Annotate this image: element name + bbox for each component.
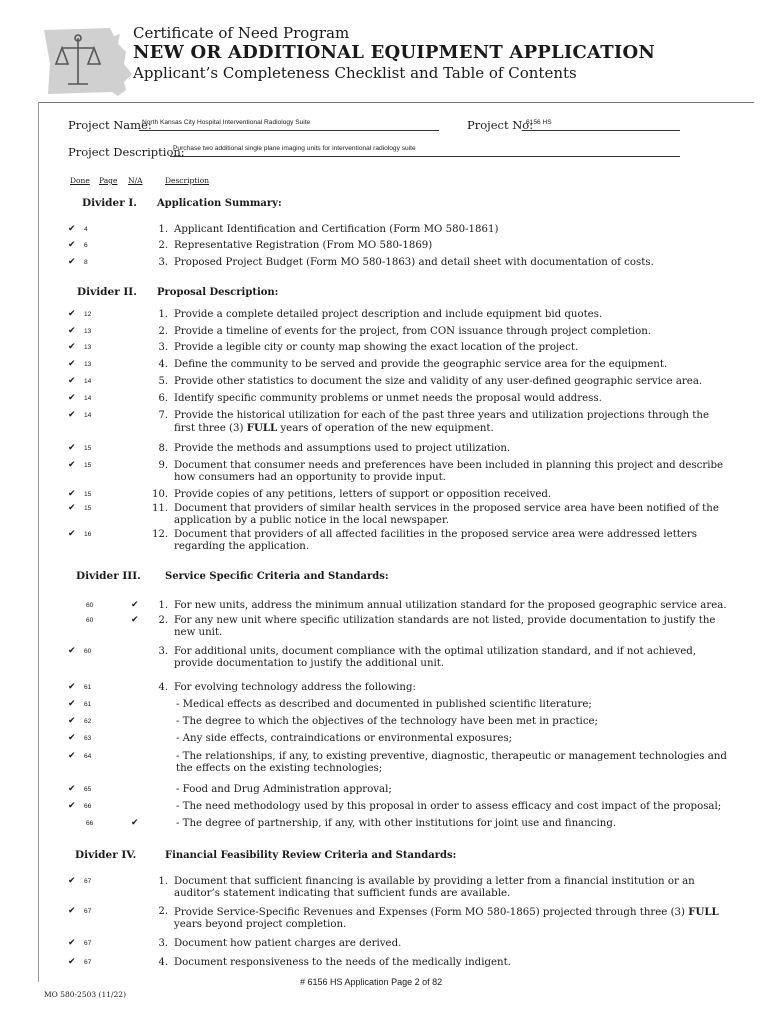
checklist-item (176, 733, 741, 745)
item-text: - Any side effects, contraindications or environmental exposures; (176, 733, 513, 744)
item-text: For additional units, document compliance with the optimal utilization standard, and if not achieved, (174, 646, 697, 657)
item-number: 3. (158, 257, 168, 268)
item-text-cont: regarding the application. (174, 541, 310, 552)
item-number: 1. (158, 309, 168, 320)
checklist-item (174, 489, 739, 501)
divider-label: Divider II. (77, 286, 137, 298)
na-checkmark[interactable]: ✔ (131, 615, 139, 625)
page-number: 61 (84, 684, 92, 691)
page-number: 61 (84, 701, 92, 708)
checklist-item (174, 410, 739, 435)
item-text: Document that providers of all affected facilities in the proposed service area were addressed letters (174, 529, 698, 540)
item-number: 4. (158, 682, 168, 693)
item-number: 2. (158, 326, 168, 337)
page-number: 60 (84, 648, 92, 655)
col-na-header: N/A (128, 176, 143, 185)
done-checkmark[interactable]: ✔ (68, 957, 76, 967)
done-checkmark[interactable]: ✔ (68, 733, 76, 743)
item-text: - The degree to which the objectives of the technology have been met in practice; (176, 716, 598, 727)
checklist-item (176, 801, 741, 813)
item-text: - Food and Drug Administration approval; (176, 784, 392, 795)
item-text-cont: auditor’s statement indicating that sufficient funds are available. (174, 888, 511, 899)
item-text: Provide a timeline of events for the project, from CON issuance through project completion. (174, 326, 652, 337)
item-text: Provide the historical utilization for each of the past three years and utilization projections through the (174, 410, 709, 421)
item-text: - The need methodology used by this proposal in order to assess efficacy and cost impact of the proposal; (176, 801, 722, 812)
item-text: For evolving technology address the following: (174, 682, 416, 693)
item-number: 5. (158, 376, 168, 387)
page-number: 67 (84, 908, 92, 915)
page-number: 66 (84, 803, 92, 810)
page-number: 15 (84, 462, 92, 469)
page-number: 13 (84, 361, 92, 368)
checklist-item (174, 957, 739, 969)
col-done-header: Done (70, 176, 90, 185)
item-number: 4. (158, 359, 168, 370)
section-title: Proposal Description: (157, 287, 279, 298)
checklist-item (174, 376, 739, 388)
checklist-item (174, 443, 739, 455)
divider-label: Divider III. (76, 570, 141, 582)
page-number: 15 (84, 491, 92, 498)
item-text: Provide a legible city or county map showing the exact location of the project. (174, 342, 579, 353)
item-number: 9. (158, 460, 168, 471)
done-checkmark[interactable]: ✔ (68, 240, 76, 250)
checklist-item (174, 876, 739, 900)
checklist-item (174, 529, 739, 553)
item-text-cont: application by a public notice in the local newspaper. (174, 515, 449, 526)
item-text-cont: new unit. (174, 627, 223, 638)
page-number: 67 (84, 940, 92, 947)
item-number: 2. (158, 906, 168, 917)
checklist-item (176, 818, 741, 830)
done-checkmark[interactable]: ✔ (68, 906, 76, 916)
done-checkmark[interactable]: ✔ (68, 257, 76, 267)
item-number: 2. (158, 615, 168, 626)
item-text: Provide the methods and assumptions used to project utilization. (174, 443, 511, 454)
page-number: 67 (84, 878, 92, 885)
checklist-item (174, 309, 739, 321)
checklist-item (174, 615, 739, 639)
program-name: Certificate of Need Program (133, 24, 350, 42)
done-checkmark[interactable]: ✔ (68, 410, 76, 420)
item-text: - Medical effects as described and documented in published scientific literature; (176, 699, 592, 710)
item-text: Document that consumer needs and preferences have been included in planning this project and describe (174, 460, 724, 471)
done-checkmark[interactable]: ✔ (68, 529, 76, 539)
done-checkmark[interactable]: ✔ (68, 699, 76, 709)
checklist-item (174, 359, 739, 371)
item-text-cont: years of operation of the new equipment. (277, 423, 494, 434)
item-text-cont: provide documentation to justify the additional unit. (174, 658, 445, 669)
item-number: 3. (158, 646, 168, 657)
checklist-item (174, 460, 739, 484)
item-number: 1. (158, 600, 168, 611)
project-description-field[interactable] (170, 144, 680, 157)
checklist-item (174, 682, 739, 694)
project-name-field[interactable] (139, 118, 439, 131)
done-checkmark[interactable]: ✔ (68, 359, 76, 369)
checklist-item (174, 906, 739, 931)
page-number: 15 (84, 445, 92, 452)
item-number: 1. (158, 876, 168, 887)
item-text-bold: FULL (688, 906, 719, 918)
page-number: 64 (84, 753, 92, 760)
project-no-field[interactable] (522, 118, 680, 131)
item-number: 10. (152, 489, 168, 500)
item-text: Document how patient charges are derived. (174, 938, 402, 949)
page-number: 65 (84, 786, 92, 793)
done-checkmark[interactable]: ✔ (68, 784, 76, 794)
checklist-item (174, 393, 739, 405)
item-number: 3. (158, 938, 168, 949)
item-text: Document responsiveness to the needs of the medically indigent. (174, 957, 511, 968)
item-text: Proposed Project Budget (Form MO 580-1863) and detail sheet with documentation of costs. (174, 257, 654, 268)
page-number: 62 (84, 718, 92, 725)
item-number: 6. (158, 393, 168, 404)
done-checkmark[interactable]: ✔ (68, 393, 76, 403)
item-text: For new units, address the minimum annual utilization standard for the proposed geographic service area. (174, 600, 727, 611)
col-description-header: Description (165, 176, 210, 185)
done-checkmark[interactable]: ✔ (68, 751, 76, 761)
item-text: Define the community to be served and provide the geographic service area for the equipment. (174, 359, 668, 370)
page-number: 14 (84, 412, 92, 419)
page-number: 16 (84, 531, 92, 538)
checklist-item (174, 326, 739, 338)
checklist-item (174, 503, 739, 527)
checklist-item (174, 257, 739, 269)
page-number: 66 (86, 820, 94, 827)
item-text-cont: how consumers had an opportunity to provide input. (174, 472, 446, 483)
item-text: Provide copies of any petitions, letters of support or opposition received. (174, 489, 552, 500)
item-number: 3. (158, 342, 168, 353)
item-number: 1. (158, 224, 168, 235)
item-text-bold: FULL (246, 422, 278, 434)
page-number: 13 (84, 344, 92, 351)
checklist-item (174, 224, 739, 236)
done-checkmark[interactable]: ✔ (68, 489, 76, 499)
done-checkmark[interactable]: ✔ (68, 801, 76, 811)
done-checkmark[interactable]: ✔ (68, 503, 76, 513)
checklist-item (174, 240, 739, 252)
done-checkmark[interactable]: ✔ (68, 326, 76, 336)
project-name-value: North Kansas City Hospital Interventional Radiology Suite (142, 119, 311, 126)
checklist-item (174, 938, 739, 950)
item-text-cont: years beyond project completion. (174, 919, 347, 930)
page-number: 13 (84, 328, 92, 335)
item-text: Document that providers of similar health services in the proposed service area have been notified of the (174, 503, 719, 514)
item-text: For any new unit where specific utilization standards are not listed, provide documentation to justify the (174, 615, 716, 626)
item-text: - The degree of partnership, if any, with other institutions for joint use and financing. (176, 818, 617, 829)
project-description-label: Project Description: (68, 145, 185, 159)
item-text: Document that sufficient financing is available by providing a letter from a financial institution or an (174, 876, 695, 887)
item-text: Provide Service-Specific Revenues and Expenses (Form MO 580-1865) projected through three (3) (174, 907, 689, 918)
done-checkmark[interactable]: ✔ (68, 443, 76, 453)
done-checkmark[interactable]: ✔ (68, 309, 76, 319)
item-text: Provide a complete detailed project description and include equipment bid quotes. (174, 309, 603, 320)
form-number: MO 580-2503 (11/22) (44, 990, 126, 999)
section-title: Application Summary: (157, 198, 282, 209)
item-text-cont: the effects on the existing technologies; (176, 763, 383, 774)
done-checkmark[interactable]: ✔ (68, 224, 76, 234)
item-text: Identify specific community problems or unmet needs the proposal would address. (174, 393, 602, 404)
checklist-item (176, 751, 741, 775)
page-number: 4 (84, 226, 88, 233)
page-number: 12 (84, 311, 92, 318)
section-title: Financial Feasibility Review Criteria and Standards: (165, 850, 457, 861)
item-text: Provide other statistics to document the size and validity of any user-defined geographic service area. (174, 376, 703, 387)
item-text: Applicant Identification and Certification (Form MO 580-1861) (174, 224, 499, 235)
document-title: NEW OR ADDITIONAL EQUIPMENT APPLICATION (133, 42, 655, 63)
item-number: 7. (158, 410, 168, 421)
done-checkmark[interactable]: ✔ (68, 938, 76, 948)
page-number: 14 (84, 378, 92, 385)
item-number: 8. (158, 443, 168, 454)
divider-label: Divider IV. (75, 849, 137, 861)
page-number: 6 (84, 242, 88, 249)
checklist-item (174, 342, 739, 354)
divider-label: Divider I. (82, 197, 137, 209)
page-number: 14 (84, 395, 92, 402)
na-checkmark[interactable]: ✔ (131, 818, 139, 828)
item-text: - The relationships, if any, to existing preventive, diagnostic, therapeutic or management technologies and (176, 751, 727, 762)
checklist-item (174, 600, 739, 612)
checklist-item (176, 784, 741, 796)
page-number: 15 (84, 505, 92, 512)
done-checkmark[interactable]: ✔ (68, 646, 76, 656)
checklist-item (176, 699, 741, 711)
item-number: 4. (158, 957, 168, 968)
done-checkmark[interactable]: ✔ (68, 460, 76, 470)
item-number: 2. (158, 240, 168, 251)
page-number: 8 (84, 259, 88, 266)
project-description-value: Purchase two additional single plane imaging units for interventional radiology suite (173, 145, 416, 152)
section-title: Service Specific Criteria and Standards: (165, 571, 389, 582)
col-page-header: Page (99, 176, 118, 185)
page-number: 67 (84, 959, 92, 966)
item-number: 12. (152, 529, 168, 540)
page-number: 60 (86, 602, 94, 609)
header-rule (38, 102, 754, 103)
page-number: 60 (86, 617, 94, 624)
project-no-value: 6156 HS (526, 119, 552, 126)
done-checkmark[interactable]: ✔ (68, 876, 76, 886)
checklist-item (176, 716, 741, 728)
project-name-label: Project Name: (68, 118, 152, 132)
project-no-label: Project No: (467, 118, 534, 132)
document-subtitle: Applicant’s Completeness Checklist and Table of Contents (133, 64, 577, 82)
missouri-seal-logo (40, 24, 136, 98)
item-number: 11. (152, 503, 168, 514)
done-checkmark[interactable]: ✔ (68, 716, 76, 726)
done-checkmark[interactable]: ✔ (68, 342, 76, 352)
checklist-item (174, 646, 739, 670)
item-text-cont: first three (3) (174, 423, 247, 434)
left-border (38, 102, 39, 982)
na-checkmark[interactable]: ✔ (131, 600, 139, 610)
page-number: 63 (84, 735, 92, 742)
done-checkmark[interactable]: ✔ (68, 376, 76, 386)
done-checkmark[interactable]: ✔ (68, 682, 76, 692)
page-reference: # 6156 HS Application Page 2 of 82 (300, 977, 443, 987)
item-text: Representative Registration (From MO 580-1869) (174, 240, 433, 251)
